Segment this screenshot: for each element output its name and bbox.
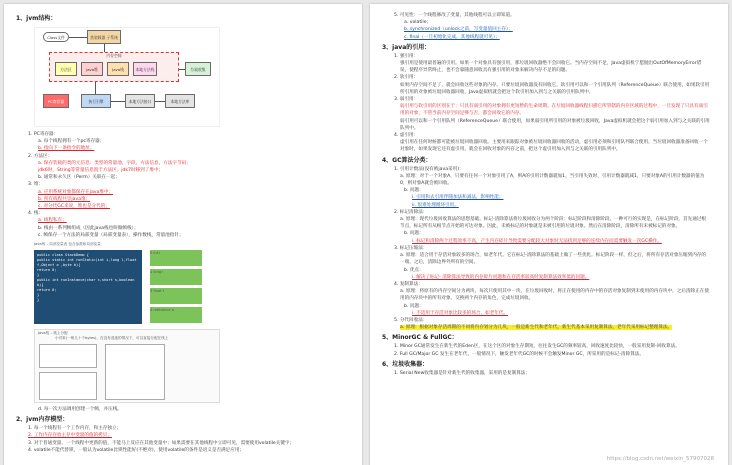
code-line: } — [37, 298, 40, 303]
section-title-java-references: 3、java的引用： — [382, 43, 431, 51]
code-line: } — [37, 273, 40, 278]
list-item: 2. 工作内存存放主存中变量的值的拷贝； — [28, 433, 112, 439]
list-item: c. final（一旦初始化完成，其他线程就可见）； — [404, 34, 500, 40]
diagram-pc: PC寄存器 — [43, 94, 69, 108]
paragraph: a. 原理：将原有的内存空间分为两块，每次只使用其中一块，在垃圾回收时，将正在使用的内存中的存活对象复制到未使用的内存块中，之后清除正在使用的内存块中的所有对象，交换两个内存的角色，完成垃圾回收。 — [400, 289, 709, 302]
list-item: b. synchronized（unlock之前，写变量值回主存）； — [404, 27, 513, 33]
list-item: b. 问题： — [404, 303, 424, 309]
diagram-heap: Java堆 — [81, 62, 103, 76]
fig2-panel — [105, 344, 165, 400]
code-line: } — [37, 293, 40, 298]
diagram-native-iface: 本地方法接口 — [125, 94, 155, 108]
list-item: 1. 强引用： — [394, 53, 419, 59]
document-page-right — [370, 4, 728, 465]
list-item: 3. 对于普通变量，一个线程中更新的值，不能马上反应在其他变量中；如果需要在其他线程中立即可见，需要使用volatile关键字； — [28, 440, 295, 446]
list-item: 4. 虚引用： — [394, 133, 419, 139]
diagram-runtime-area-label: 内存空间 — [106, 53, 122, 58]
list-item: b. 优点： — [404, 267, 424, 273]
diagram-classloader: 类装载器 子系统 — [87, 30, 121, 44]
paragraph — [400, 324, 710, 331]
list-item: a. volatile； — [404, 20, 432, 26]
diagram-native-lib: 本地方法库 — [165, 94, 195, 108]
code-figure-caption: Java栈 – 局部变量表 包含参数和局部变量 — [34, 242, 101, 247]
section-title-jvm-structure: 1、jvm结构： — [16, 15, 57, 22]
list-item: 1. PC寄存器： — [28, 132, 59, 137]
section-title-minor-full-gc: 5、MinorGC & FullGC： — [382, 334, 458, 342]
list-item: 1. Serial New收集器是针对新生代的收集器，采用的是复制算法； — [394, 370, 530, 376]
frame-label: 0 int i — [150, 251, 161, 256]
stack-frame — [150, 307, 202, 323]
stack-frame — [150, 250, 202, 266]
diagram-gc: 垃圾收集 — [185, 62, 211, 76]
list-item: d. 每一次方法调用创建一个帧，并压栈。 — [38, 407, 122, 413]
list-item: i. 标记和清除两个过程效率不高，产生内存碎片导致需要分配较大对象时无法找到足够的连续内存而需要触发一次GC操作。 — [412, 238, 662, 244]
frame-label: 3 float f — [150, 289, 164, 294]
list-item: 5. 可见性：一个线程修改了变量，其他线程可以立即知道。 — [394, 13, 515, 18]
list-item: 1. 每一个线程有一个工作内存，和主存独立； — [28, 426, 122, 432]
list-item: 2. 软引用： — [394, 75, 419, 81]
highlighted-text: a. 原理：根据对象存活周期的不同将内存划分为几块，一般是新生代和老年代，新生代基本采用复制算法，老年代采用标记整理算法。 — [400, 325, 673, 331]
list-item: b. 问题： — [404, 188, 424, 194]
section-title-jvm-memory-model: 2、jvm内存模型： — [16, 416, 69, 424]
list-item: ii. 很难处理循环引用。 — [412, 202, 459, 208]
list-item: i. 解决了标记- 清除算法导致的内存碎片问题和在存活率较高时复制算法效率低的问题。 — [412, 274, 590, 280]
list-item: 4. 复制算法： — [394, 281, 423, 287]
list-item: 3. 弱引用： — [394, 97, 419, 103]
paragraph: 强引用是使用最普遍的引用。如果一个对象具有强引用，那垃圾回收器绝不会回收它。当内存空间不足，Java虚拟机宁愿抛出OutOfMemoryError错误，使程序异常终止，也不会靠随意回收具有强引用的对象来解决内存不足的问题。 — [400, 61, 702, 74]
diagram-method-area: 方法区 — [55, 62, 77, 76]
list-item: a. 应用系统对象都保存在java堆中； — [38, 189, 114, 195]
code-line: return 0; — [37, 268, 57, 273]
list-item: a. 保存装载的类的元信息：类型的常量池，字段，方法信息，方法字节码； — [38, 160, 191, 166]
frame-label: 4 reference o — [150, 308, 174, 313]
fig2-panel — [39, 344, 97, 368]
list-item: c. 帧保存一个方法的局部变量（局部变量表），操作数栈，常量池指针； — [38, 232, 184, 238]
stack-code-figure — [34, 242, 220, 326]
list-item: 2. 方法区： — [28, 153, 53, 159]
list-item: 4. 栈： — [28, 211, 44, 217]
fig2-panel — [39, 372, 97, 400]
stack-frame — [150, 288, 202, 304]
diagram-java-stack: Java栈 — [107, 62, 129, 76]
jvm-structure-diagram — [34, 27, 220, 127]
list-item: 1. 引用计数法(没有被java采用)： — [394, 166, 464, 172]
paragraph: a. 原理：现代垃圾回收算法的思想基础。标记-清除算法将垃圾回收分为两个阶段：标记阶段和清除阶段。一种可行的实现是，在标记阶段，首先通过根节点，标记所有从根节点开始的可达对象。因此，未被标记的对象就是未被引用的垃圾对象。然后在清除阶段，清除所有未被标记的对象。 — [400, 217, 706, 230]
list-item: c. 对分代GC来说，堆也是分代的； — [38, 204, 110, 210]
section-title-gc-algorithms: 4、GC算法分类： — [382, 156, 432, 164]
diagram-native-stack: 本地方法栈 — [133, 62, 157, 76]
diagram-classfile: Class文件 — [43, 32, 69, 42]
code-line: public static int runStatic(int i,long l,float f,Object o ,byte b){ — [37, 258, 137, 268]
list-item: b. 栈由一系列帧组成（因此java栈也叫做帧栈）； — [38, 225, 139, 231]
list-item: b. 问题： — [404, 231, 424, 237]
list-item: jdk6时，String等常量信息置于方法区，jdk7时移到了堆中； — [38, 168, 164, 174]
list-item: 3. 标记压缩法： — [394, 245, 428, 251]
code-block — [34, 250, 142, 324]
fig2-subcaption: 小对象(一般几十个bytes)，在没有逃逸的情况下，可以直接分配在栈上 — [55, 336, 169, 341]
list-item: i. 不适用于存活对象比较多的场合，如老年代。 — [412, 310, 509, 316]
section-title-garbage-collectors: 6、垃圾收集器： — [382, 360, 429, 368]
list-item: 2. Full GC/Major GC 发生在老年代，一般情况下，触发老年代GC的时候不会触发Minor GC，所采用的是标记-清除算法。 — [394, 351, 644, 357]
stack-frame — [150, 269, 202, 285]
list-item: 4. volatile不能代替锁，一般认为volatile比锁性能好(不绝对)，使用volatile的条件是语义是否满足应用； — [28, 447, 245, 453]
paragraph: a. 原理：对于一个对象A，只要有任何一个对象引用了A，则A的引用计数器就加1，当引用失效时，引用计数器就减1，只要对象A的引用计数器的值为0，则对象A就会被回收。 — [400, 173, 705, 187]
list-item: b. 通常和永久区（Perm）关联在一起； — [38, 175, 120, 181]
code-line: public class StackDemo { — [37, 253, 89, 258]
list-item: i. 引用和去引用伴随加法和减法，影响性能； — [412, 195, 504, 201]
list-item: 5. 分代回收法： — [394, 317, 428, 323]
fig2-caption: Java栈 – 栈上分配 — [38, 331, 68, 336]
code-line: public int runInstance(char c,short s,boolean b){ — [37, 278, 135, 288]
list-item: b. 指向下一条指令的地址。 — [38, 146, 95, 152]
stack-frames — [150, 250, 202, 324]
watermark: https://blog.csdn.net/weixin_57907028 — [606, 455, 714, 462]
list-item: 2. 标记清除法： — [394, 209, 428, 215]
list-item: a. 线程私有； — [38, 218, 67, 224]
paragraph: 弱引用与软引用的区别在于：只具有弱引用的对象拥有更短暂的生命周期。在垃圾回收器线程扫描它所管辖的内存区域的过程中，一旦发现了只具有弱引用的对象，不管当前内存空间足够与否，都会回收它的内存。 — [400, 104, 708, 117]
list-item: 3. 堆： — [28, 182, 44, 188]
paragraph: 虚引用在任何时候都可能被垃圾回收器回收。主要用来跟踪对象被垃圾回收器回收的活动，虚引用必须和引用队列联合使用。当垃圾回收器准备回收一个对象时，如果发现它还有虚引用，就会在回收对象的内存之前，把这个虚引用加入到与之关联的引用队列中。 — [400, 140, 708, 153]
list-item: a. 每个线程拥有一个pc寄存器； — [38, 139, 105, 145]
paragraph: 如果内存空间不足了，就会回收这些对象的内存。只要垃圾回收器没有回收它，软引用可以和一个引用队列（ReferenceQueue）联合使用，如果软引用所引用的对象被垃圾回收器回收，Java虚拟机就会把这个软引用加入到与之关联的引用队列中。 — [400, 82, 710, 95]
paragraph: 弱引用可以和一个引用队列（ReferenceQueue）联合使用，如果弱引用所引用的对象被垃圾回收，Java虚拟机就会把这个弱引用加入到与之关联的引用队列中。 — [400, 118, 710, 131]
stack-allocation-figure — [34, 329, 220, 403]
code-line: return 0; — [37, 288, 57, 293]
list-item: 1. Minor GC通常发生在新生代的Eden区，在这个区的对象生存期短，往往发生GC的频率较高，回收速度比较快，一般采用复制-回收算法。 — [394, 344, 680, 350]
frame-label: 1 long l — [150, 270, 164, 275]
paragraph: a. 原理：适合用于存活对象较多的场合，如老年代。它在标记-清除算法的基础上做了一些优化。标记阶段一样，但之后，将所有存活对象压缩到内存的一端。之后，清除边界外所有的空间。 — [400, 253, 706, 266]
document-page-left — [4, 4, 362, 465]
diagram-exec-engine: 执行引擎 — [81, 94, 111, 108]
list-item: b. 所有线程共享java堆； — [38, 196, 91, 202]
